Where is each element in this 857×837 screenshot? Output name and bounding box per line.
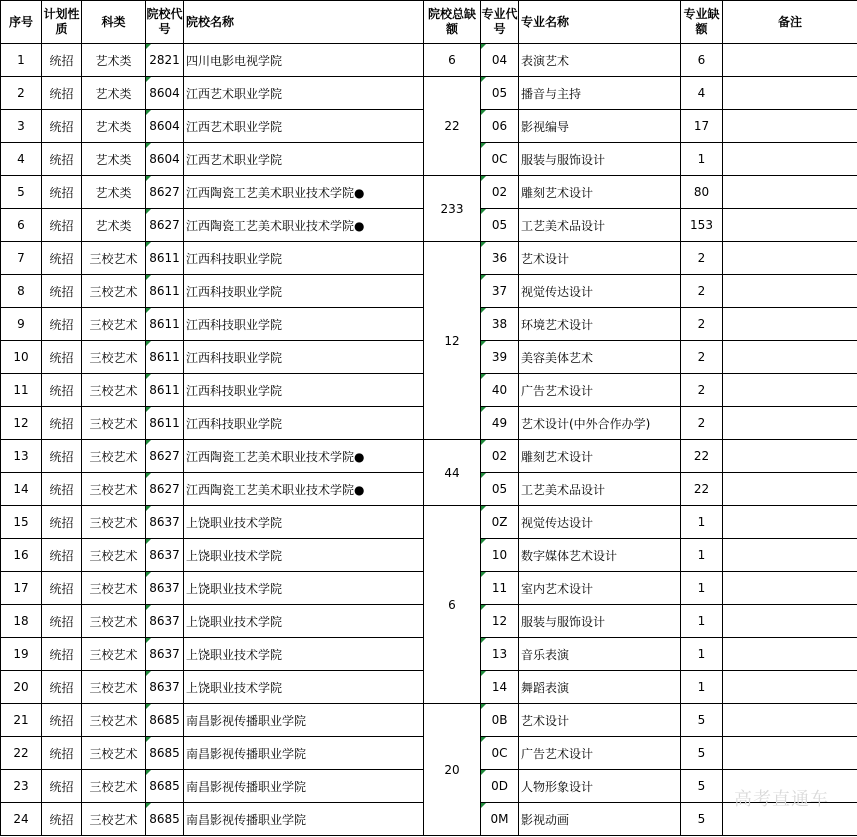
school-name-cell: 江西科技职业学院 [184,275,424,308]
major-vacancy-cell: 1 [681,539,723,572]
school-name-cell: 江西陶瓷工艺美术职业技术学院● [184,473,424,506]
school-name-cell: 南昌影视传播职业学院 [184,803,424,836]
school-vacancy-cell: 44 [424,440,481,506]
nature-cell: 统招 [42,638,82,671]
school-code-cell: 8685 [146,803,184,836]
school-name-cell: 江西艺术职业学院 [184,110,424,143]
category-cell: 三校艺术 [82,275,146,308]
school-code-cell: 8604 [146,143,184,176]
nature-cell: 统招 [42,605,82,638]
remarks-cell [723,671,857,704]
category-cell: 三校艺术 [82,440,146,473]
major-vacancy-cell: 5 [681,770,723,803]
school-vacancy-cell: 22 [424,77,481,176]
major-code-cell: 02 [481,176,519,209]
major-code-cell: 39 [481,341,519,374]
category-cell: 三校艺术 [82,803,146,836]
major-vacancy-cell: 1 [681,143,723,176]
school-name-cell: 南昌影视传播职业学院 [184,770,424,803]
seq-cell: 12 [1,407,42,440]
nature-cell: 统招 [42,44,82,77]
major-vacancy-cell: 6 [681,44,723,77]
nature-cell: 统招 [42,440,82,473]
school-vacancy-cell: 12 [424,242,481,440]
nature-cell: 统招 [42,341,82,374]
major-name-cell: 室内艺术设计 [519,572,681,605]
major-code-cell: 49 [481,407,519,440]
school-code-cell: 8637 [146,605,184,638]
seq-cell: 8 [1,275,42,308]
category-cell: 三校艺术 [82,341,146,374]
seq-cell: 2 [1,77,42,110]
header-school-vacancy: 院校总缺额 [424,1,481,44]
major-name-cell: 服装与服饰设计 [519,605,681,638]
school-name-cell: 上饶职业技术学院 [184,638,424,671]
major-name-cell: 人物形象设计 [519,770,681,803]
seq-cell: 24 [1,803,42,836]
school-code-cell: 8611 [146,242,184,275]
major-vacancy-cell: 2 [681,242,723,275]
school-code-cell: 8637 [146,572,184,605]
major-vacancy-cell: 80 [681,176,723,209]
seq-cell: 14 [1,473,42,506]
category-cell: 艺术类 [82,143,146,176]
school-vacancy-cell: 233 [424,176,481,242]
header-category: 科类 [82,1,146,44]
school-name-cell: 江西陶瓷工艺美术职业技术学院● [184,176,424,209]
major-code-cell: 05 [481,209,519,242]
school-code-cell: 8685 [146,770,184,803]
school-code-cell: 8637 [146,539,184,572]
school-code-cell: 8637 [146,638,184,671]
school-name-cell: 上饶职业技术学院 [184,506,424,539]
school-name-cell: 上饶职业技术学院 [184,572,424,605]
nature-cell: 统招 [42,770,82,803]
remarks-cell [723,44,857,77]
category-cell: 三校艺术 [82,539,146,572]
remarks-cell [723,242,857,275]
remarks-cell [723,176,857,209]
major-vacancy-cell: 2 [681,374,723,407]
seq-cell: 9 [1,308,42,341]
seq-cell: 11 [1,374,42,407]
seq-cell: 21 [1,704,42,737]
major-code-cell: 14 [481,671,519,704]
school-name-cell: 四川电影电视学院 [184,44,424,77]
header-nature: 计划性质 [42,1,82,44]
major-name-cell: 服装与服饰设计 [519,143,681,176]
category-cell: 三校艺术 [82,737,146,770]
major-vacancy-cell: 5 [681,704,723,737]
nature-cell: 统招 [42,506,82,539]
major-vacancy-cell: 1 [681,638,723,671]
major-vacancy-cell: 5 [681,803,723,836]
nature-cell: 统招 [42,242,82,275]
school-name-cell: 江西陶瓷工艺美术职业技术学院● [184,209,424,242]
major-code-cell: 0D [481,770,519,803]
school-vacancy-cell: 20 [424,704,481,836]
major-vacancy-cell: 2 [681,308,723,341]
major-name-cell: 舞蹈表演 [519,671,681,704]
nature-cell: 统招 [42,704,82,737]
remarks-cell [723,539,857,572]
school-name-cell: 江西科技职业学院 [184,341,424,374]
seq-cell: 7 [1,242,42,275]
remarks-cell [723,605,857,638]
table-row [1,506,857,539]
major-vacancy-cell: 5 [681,737,723,770]
school-name-cell: 上饶职业技术学院 [184,671,424,704]
remarks-cell [723,737,857,770]
header-major-vacancy: 专业缺额 [681,1,723,44]
major-vacancy-cell: 4 [681,77,723,110]
major-name-cell: 播音与主持 [519,77,681,110]
major-code-cell: 38 [481,308,519,341]
header-major-code: 专业代号 [481,1,519,44]
seq-cell: 19 [1,638,42,671]
major-code-cell: 36 [481,242,519,275]
major-code-cell: 10 [481,539,519,572]
seq-cell: 17 [1,572,42,605]
major-code-cell: 11 [481,572,519,605]
header-school-code: 院校代号 [146,1,184,44]
category-cell: 三校艺术 [82,572,146,605]
major-name-cell: 美容美体艺术 [519,341,681,374]
school-code-cell: 8685 [146,704,184,737]
nature-cell: 统招 [42,473,82,506]
major-code-cell: 0C [481,737,519,770]
remarks-cell [723,407,857,440]
header-school-name: 院校名称 [184,1,424,44]
school-name-cell: 南昌影视传播职业学院 [184,737,424,770]
school-code-cell: 8611 [146,308,184,341]
school-name-cell: 江西科技职业学院 [184,242,424,275]
seq-cell: 22 [1,737,42,770]
category-cell: 三校艺术 [82,671,146,704]
category-cell: 三校艺术 [82,506,146,539]
major-name-cell: 环境艺术设计 [519,308,681,341]
remarks-cell [723,704,857,737]
school-name-cell: 江西科技职业学院 [184,374,424,407]
school-code-cell: 8611 [146,407,184,440]
school-code-cell: 8604 [146,110,184,143]
school-code-cell: 8627 [146,440,184,473]
major-code-cell: 04 [481,44,519,77]
remarks-cell [723,341,857,374]
nature-cell: 统招 [42,671,82,704]
major-vacancy-cell: 1 [681,671,723,704]
remarks-cell [723,506,857,539]
major-name-cell: 广告艺术设计 [519,374,681,407]
major-name-cell: 艺术设计 [519,704,681,737]
major-code-cell: 0Z [481,506,519,539]
category-cell: 艺术类 [82,176,146,209]
school-name-cell: 江西科技职业学院 [184,407,424,440]
table-row [1,440,857,473]
remarks-cell [723,308,857,341]
header-seq: 序号 [1,1,42,44]
school-name-cell: 江西科技职业学院 [184,308,424,341]
seq-cell: 20 [1,671,42,704]
major-code-cell: 0C [481,143,519,176]
major-code-cell: 05 [481,473,519,506]
remarks-cell [723,275,857,308]
nature-cell: 统招 [42,572,82,605]
major-vacancy-cell: 1 [681,506,723,539]
seq-cell: 16 [1,539,42,572]
remarks-cell [723,440,857,473]
major-code-cell: 13 [481,638,519,671]
nature-cell: 统招 [42,539,82,572]
remarks-cell [723,638,857,671]
remarks-cell [723,473,857,506]
seq-cell: 4 [1,143,42,176]
major-vacancy-cell: 22 [681,440,723,473]
major-vacancy-cell: 153 [681,209,723,242]
remarks-cell [723,77,857,110]
nature-cell: 统招 [42,275,82,308]
major-name-cell: 艺术设计(中外合作办学) [519,407,681,440]
school-code-cell: 8637 [146,506,184,539]
school-code-cell: 8627 [146,209,184,242]
category-cell: 三校艺术 [82,407,146,440]
table-row [1,176,857,209]
category-cell: 三校艺术 [82,605,146,638]
seq-cell: 10 [1,341,42,374]
watermark-text: 高考直通车 [734,789,829,810]
category-cell: 艺术类 [82,110,146,143]
major-name-cell: 视觉传达设计 [519,506,681,539]
school-code-cell: 8611 [146,374,184,407]
remarks-cell [723,374,857,407]
category-cell: 三校艺术 [82,473,146,506]
nature-cell: 统招 [42,176,82,209]
major-code-cell: 40 [481,374,519,407]
category-cell: 艺术类 [82,209,146,242]
seq-cell: 13 [1,440,42,473]
category-cell: 三校艺术 [82,242,146,275]
major-code-cell: 0B [481,704,519,737]
major-code-cell: 02 [481,440,519,473]
major-name-cell: 音乐表演 [519,638,681,671]
table-row [1,77,857,110]
seq-cell: 23 [1,770,42,803]
nature-cell: 统招 [42,407,82,440]
major-code-cell: 0M [481,803,519,836]
major-vacancy-cell: 1 [681,605,723,638]
header-major-name: 专业名称 [519,1,681,44]
seq-cell: 18 [1,605,42,638]
major-vacancy-cell: 1 [681,572,723,605]
seq-cell: 1 [1,44,42,77]
table-row [1,44,857,77]
category-cell: 三校艺术 [82,770,146,803]
major-vacancy-cell: 2 [681,407,723,440]
major-vacancy-cell: 17 [681,110,723,143]
nature-cell: 统招 [42,143,82,176]
remarks-cell [723,143,857,176]
major-code-cell: 37 [481,275,519,308]
school-name-cell: 南昌影视传播职业学院 [184,704,424,737]
seq-cell: 3 [1,110,42,143]
nature-cell: 统招 [42,803,82,836]
nature-cell: 统招 [42,737,82,770]
seq-cell: 6 [1,209,42,242]
remarks-cell [723,209,857,242]
category-cell: 三校艺术 [82,704,146,737]
major-name-cell: 数字媒体艺术设计 [519,539,681,572]
major-code-cell: 05 [481,77,519,110]
school-vacancy-cell: 6 [424,506,481,704]
seq-cell: 15 [1,506,42,539]
nature-cell: 统招 [42,308,82,341]
major-vacancy-cell: 2 [681,275,723,308]
major-name-cell: 雕刻艺术设计 [519,176,681,209]
major-name-cell: 雕刻艺术设计 [519,440,681,473]
seq-cell: 5 [1,176,42,209]
table-row [1,704,857,737]
table-header-row [1,1,857,44]
major-name-cell: 影视动画 [519,803,681,836]
school-code-cell: 8627 [146,473,184,506]
school-name-cell: 上饶职业技术学院 [184,539,424,572]
nature-cell: 统招 [42,374,82,407]
remarks-cell [723,572,857,605]
category-cell: 艺术类 [82,44,146,77]
category-cell: 艺术类 [82,77,146,110]
school-vacancy-cell: 6 [424,44,481,77]
major-name-cell: 工艺美术品设计 [519,209,681,242]
major-name-cell: 工艺美术品设计 [519,473,681,506]
category-cell: 三校艺术 [82,374,146,407]
major-name-cell: 表演艺术 [519,44,681,77]
nature-cell: 统招 [42,110,82,143]
major-name-cell: 影视编导 [519,110,681,143]
school-code-cell: 8637 [146,671,184,704]
remarks-cell [723,110,857,143]
school-name-cell: 上饶职业技术学院 [184,605,424,638]
major-name-cell: 视觉传达设计 [519,275,681,308]
category-cell: 三校艺术 [82,638,146,671]
school-name-cell: 江西艺术职业学院 [184,143,424,176]
major-vacancy-cell: 2 [681,341,723,374]
category-cell: 三校艺术 [82,308,146,341]
major-name-cell: 广告艺术设计 [519,737,681,770]
major-name-cell: 艺术设计 [519,242,681,275]
school-code-cell: 8685 [146,737,184,770]
school-code-cell: 8604 [146,77,184,110]
header-remarks: 备注 [723,1,857,44]
major-code-cell: 12 [481,605,519,638]
nature-cell: 统招 [42,209,82,242]
school-name-cell: 江西艺术职业学院 [184,77,424,110]
school-code-cell: 8611 [146,275,184,308]
school-code-cell: 8627 [146,176,184,209]
school-code-cell: 2821 [146,44,184,77]
major-vacancy-cell: 22 [681,473,723,506]
table-row [1,242,857,275]
school-name-cell: 江西陶瓷工艺美术职业技术学院● [184,440,424,473]
nature-cell: 统招 [42,77,82,110]
school-code-cell: 8611 [146,341,184,374]
major-code-cell: 06 [481,110,519,143]
